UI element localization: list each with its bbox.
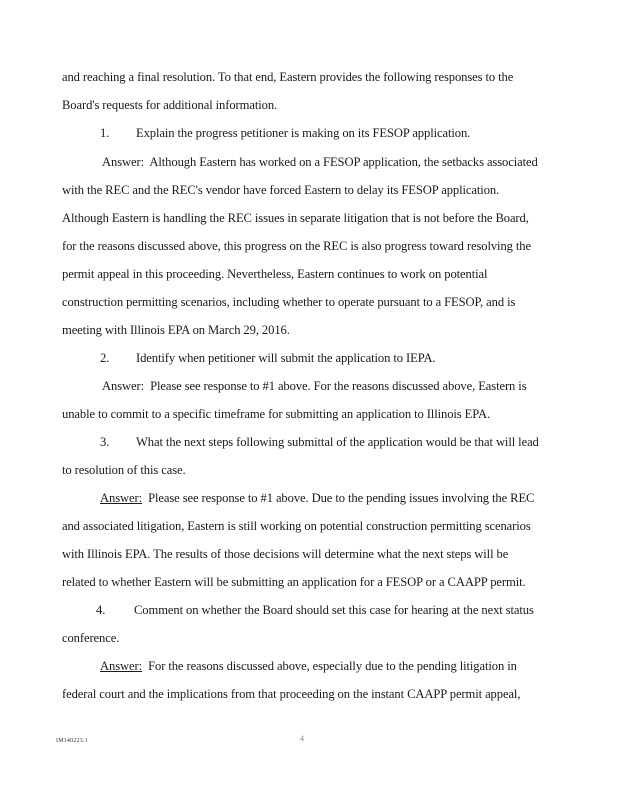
answer-text: Please see response to #1 above. Due to the pending issues involving the REC <box>148 491 535 505</box>
item-question-cont: conference. <box>62 631 120 645</box>
answer-line <box>102 155 538 170</box>
answer-label: Answer: <box>102 155 144 169</box>
item-number: 1. <box>100 126 110 140</box>
body-text-line: permit appeal in this proceeding. Nevertheless, Eastern continues to work on potential <box>62 267 488 281</box>
body-text-line: Although Eastern is handling the REC issues in separate litigation that is not before the Board, <box>62 211 529 225</box>
item-question: Explain the progress petitioner is making on its FESOP application. <box>136 126 471 140</box>
answer-line <box>102 379 527 394</box>
body-text-line: for the reasons discussed above, this progress on the REC is also progress toward resolving the <box>62 239 531 253</box>
answer-label: Answer: <box>102 379 144 393</box>
item-number: 3. <box>100 435 110 449</box>
answer-text: Please see response to #1 above. For the reasons discussed above, Eastern is <box>150 379 527 393</box>
item-question: Comment on whether the Board should set this case for hearing at the next status <box>134 603 534 617</box>
item-number: 2. <box>100 351 110 365</box>
item-question-cont: to resolution of this case. <box>62 463 186 477</box>
footer-doc-id: IM140223.1 <box>56 738 88 744</box>
body-text-line: and associated litigation, Eastern is still working on potential construction permitting scenarios <box>62 519 531 533</box>
answer-line <box>100 659 517 674</box>
answer-text: For the reasons discussed above, especially due to the pending litigation in <box>148 659 517 673</box>
body-text-line: with Illinois EPA. The results of those decisions will determine what the next steps will be <box>62 547 509 561</box>
body-text-line: unable to commit to a specific timeframe for submitting an application to Illinois EPA. <box>62 407 491 421</box>
item-question: Identify when petitioner will submit the application to IEPA. <box>136 351 436 365</box>
body-text-line: federal court and the implications from that proceeding on the instant CAAPP permit appeal, <box>62 687 521 701</box>
answer-label: Answer: <box>100 659 142 673</box>
page-number: 4 <box>300 734 304 743</box>
item-number: 4. <box>96 603 106 617</box>
body-text-line: meeting with Illinois EPA on March 29, 2016. <box>62 323 290 337</box>
body-text-line: related to whether Eastern will be submitting an application for a FESOP or a CAAPP permit. <box>62 575 526 589</box>
body-text-line: with the REC and the REC's vendor have forced Eastern to delay its FESOP application. <box>62 183 500 197</box>
answer-line <box>100 491 534 506</box>
body-text-line: construction permitting scenarios, including whether to operate pursuant to a FESOP, and is <box>62 295 516 309</box>
item-question: What the next steps following submittal of the application would be that will lead <box>136 435 539 449</box>
answer-label: Answer: <box>100 491 142 505</box>
body-text-line: Board's requests for additional information. <box>62 98 278 112</box>
answer-text: Although Eastern has worked on a FESOP application, the setbacks associated <box>149 155 538 169</box>
body-text-line: and reaching a final resolution. To that end, Eastern provides the following responses to the <box>62 70 514 84</box>
